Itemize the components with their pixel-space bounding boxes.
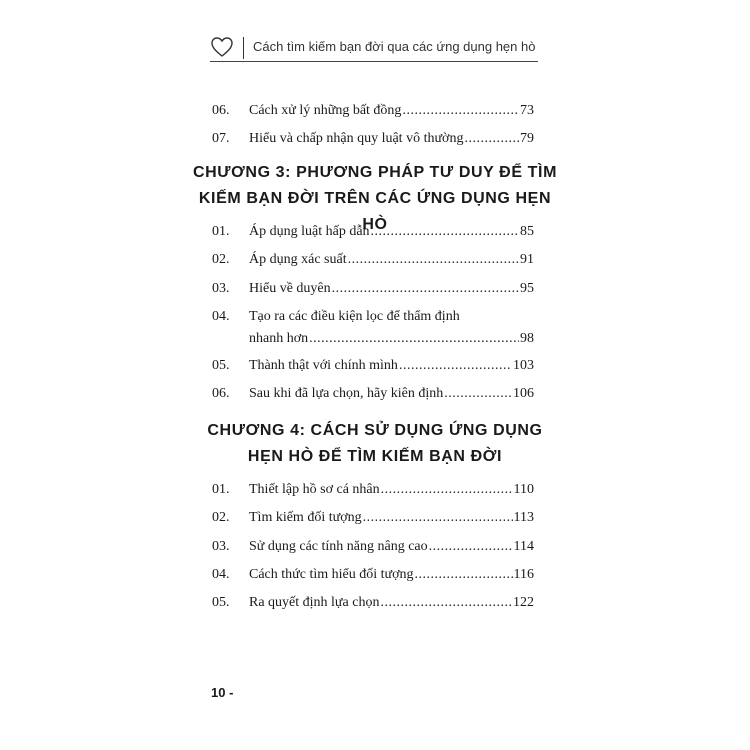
chapter-heading-line: CHƯƠNG 3: PHƯƠNG PHÁP TƯ DUY ĐỂ TÌM (193, 164, 557, 181)
toc-entry-page: 95 (520, 281, 534, 296)
toc-leader-dots (464, 131, 519, 147)
toc-entry-title: Sử dụng các tính năng nâng cao (249, 539, 428, 554)
running-header (210, 36, 538, 60)
toc-entry[interactable] (212, 510, 534, 532)
toc-entry-number: 05. (212, 595, 230, 610)
toc-entry[interactable] (212, 281, 534, 303)
toc-entry[interactable] (212, 595, 534, 617)
toc-entry-page: 103 (513, 358, 534, 373)
toc-entry[interactable] (212, 386, 534, 408)
toc-leader-dots (363, 510, 513, 526)
toc-entry-number: 07. (212, 131, 230, 146)
page-number: 10 - (211, 685, 234, 700)
toc-entry-number: 02. (212, 252, 230, 267)
toc-entry-number: 03. (212, 539, 230, 554)
toc-entry-page: 79 (520, 131, 534, 146)
toc-entry-page: 91 (520, 252, 534, 267)
toc-entry-title: Tìm kiếm đối tượng (249, 510, 362, 525)
header-title: Cách tìm kiếm bạn đời qua các ứng dụng hẹn hò (253, 39, 536, 54)
toc-leader-dots (332, 281, 519, 297)
toc-entry-page: 106 (513, 386, 534, 401)
toc-entry-page: 122 (513, 595, 534, 610)
heart-outline-icon (210, 36, 234, 58)
toc-entry-page: 116 (513, 567, 534, 582)
toc-entry-number: 05. (212, 358, 230, 373)
toc-entry[interactable] (212, 224, 534, 246)
toc-entry-number: 03. (212, 281, 230, 296)
toc-entry[interactable] (212, 309, 534, 355)
toc-leader-dots (429, 539, 513, 555)
toc-leader-dots (371, 224, 519, 240)
toc-entry[interactable] (212, 358, 534, 380)
toc-entry-number: 04. (212, 567, 230, 582)
chapter-heading-line: CHƯƠNG 4: CÁCH SỬ DỤNG ỨNG DỤNG (207, 422, 543, 439)
toc-entry-number: 06. (212, 103, 230, 118)
toc-leader-dots (415, 567, 513, 583)
header-rule (210, 61, 538, 62)
toc-entry-number: 06. (212, 386, 230, 401)
toc-entry-title: Thành thật với chính mình (249, 358, 398, 373)
toc-leader-dots (309, 331, 519, 347)
toc-entry-title: Cách xử lý những bất đồng (249, 103, 402, 118)
chapter-heading (190, 418, 560, 470)
toc-entry[interactable] (212, 567, 534, 589)
toc-entry-page: 73 (520, 103, 534, 118)
toc-leader-dots (399, 358, 512, 374)
header-divider (243, 37, 244, 59)
chapter-heading-line: HẸN HÒ ĐỂ TÌM KIẾM BẠN ĐỜI (247, 448, 503, 465)
toc-leader-dots (380, 595, 512, 611)
toc-entry-page: 98 (520, 331, 534, 346)
toc-entry-title: Hiểu và chấp nhận quy luật vô thường (249, 131, 464, 146)
toc-entry-title-continued: nhanh hơn (249, 331, 309, 346)
toc-entry-title: Áp dụng xác suất (249, 252, 347, 267)
toc-leader-dots (381, 482, 513, 498)
toc-entry-title: Tạo ra các điều kiện lọc để thẩm định (249, 309, 460, 324)
toc-entry-title: Thiết lập hồ sơ cá nhân (249, 482, 380, 497)
toc-entry[interactable] (212, 252, 534, 274)
toc-entry[interactable] (212, 539, 534, 561)
toc-entry-page: 114 (513, 539, 534, 554)
toc-entry-title: Sau khi đã lựa chọn, hãy kiên định (249, 386, 444, 401)
toc-entry[interactable] (212, 103, 534, 125)
toc-entry-page: 113 (513, 510, 534, 525)
toc-entry-title: Hiểu về duyên (249, 281, 331, 296)
toc-entry[interactable] (212, 482, 534, 504)
toc-entry-number: 01. (212, 224, 230, 239)
toc-entry-number: 04. (212, 309, 230, 324)
toc-entry-title: Cách thức tìm hiểu đối tượng (249, 567, 414, 582)
toc-entry-title: Ra quyết định lựa chọn (249, 595, 380, 610)
toc-leader-dots (444, 386, 512, 402)
toc-entry-number: 01. (212, 482, 230, 497)
toc-leader-dots (402, 103, 519, 119)
toc-entry[interactable] (212, 131, 534, 153)
toc-entry-page: 110 (513, 482, 534, 497)
toc-entry-number: 02. (212, 510, 230, 525)
toc-entry-page: 85 (520, 224, 534, 239)
toc-entry-title: Áp dụng luật hấp dẫn (249, 224, 370, 239)
chapter-heading-line: KIẾM BẠN ĐỜI TRÊN CÁC ỨNG DỤNG HẸN HÒ (198, 190, 552, 233)
toc-leader-dots (348, 252, 519, 268)
